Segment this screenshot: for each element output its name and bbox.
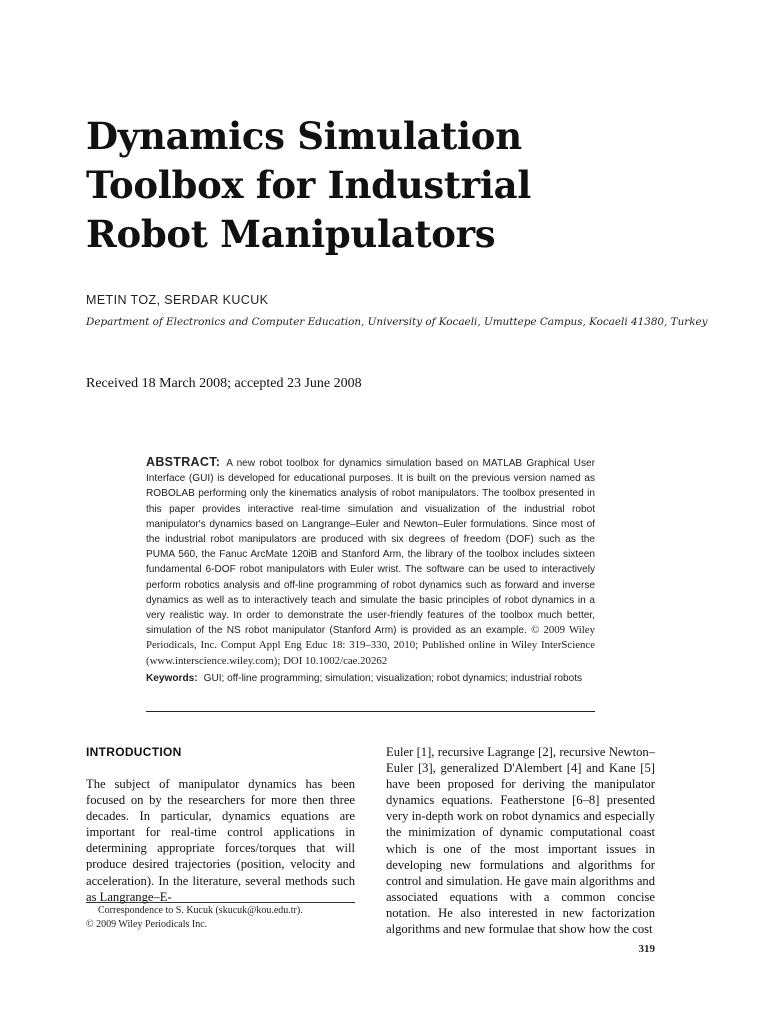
paper-title: Dynamics Simulation Toolbox for Industrial Robot Manipulators xyxy=(86,114,532,256)
introduction-right-column: Euler [1], recursive Lagrange [2], recursive Newton–Euler [3], generalized D'Alembert [4] and Kane [5] have been proposed for deriving the manipulator dynamics equations. Featherstone [6–8] presented very in-depth work on robot dynamics and especially the minimization of dynamic computational coast which is one of the most important issues in developing new formulations and algorithms for control and simulation. He gave main algorithms and associated equations with a common concise notation. He also interested in new factorization algorithms and new formulae that show how the cost xyxy=(386,745,655,937)
correspondence-footnote: Correspondence to S. Kucuk (skucuk@kou.edu.tr). xyxy=(98,905,303,916)
keywords-text: GUI; off-line programming; simulation; visualization; robot dynamics; industrial robots xyxy=(203,673,583,684)
abstract-text: A new robot toolbox for dynamics simulation based on MATLAB Graphical User Interface (GUI) is developed for educational purposes. It is built on the previous version named as ROBOLAB performing only the kinematics analysis of robot manipulators. The toolbox presented in this paper provides interactive real-time simulation and visualization of the industrial robot manipulator's dynamics based on Langrange–Euler and Newton–Euler formulations. Since most of the industrial robot manipulators are produced with six degrees of freedom (DOF) such as the PUMA 560, the Fanuc ArcMate 120iB and Stanford Arm, the library of the toolbox includes sixteen fundamental 6-DOF robot manipulators with Euler wrist. The software can be used to interactively perform robotics analysis and off-line programming of robot dynamics such as forward and inverse dynamics as well as to interactively teach and simulate the basic principles of robot dynamics in a very realistic way. In order to demonstrate the user-friendly features of the toolbox much better, simulation of the NS robot manipulator (Stanford Arm) is provided as an example. xyxy=(146,458,595,637)
copyright-footnote: © 2009 Wiley Periodicals Inc. xyxy=(86,919,208,930)
abstract-divider xyxy=(146,711,595,712)
received-dates: Received 18 March 2008; accepted 23 June 2008 xyxy=(86,376,362,391)
keywords xyxy=(146,671,595,686)
introduction-heading: INTRODUCTION xyxy=(86,745,182,759)
affiliation: Department of Electronics and Computer Education, University of Kocaeli, Umuttepe Campus, Kocaeli 41380, Turkey xyxy=(86,316,708,328)
abstract-label: ABSTRACT: xyxy=(146,455,221,469)
keywords-label: Keywords: xyxy=(146,673,198,684)
abstract-citation: © 2009 Wiley Periodicals, Inc. Comput Appl Eng Educ 18: 319–330, 2010; Published online in Wiley InterScience (www.interscience.wiley.com); DOI 10.1002/cae.20262 xyxy=(146,624,595,667)
abstract xyxy=(146,455,595,669)
footnote-divider xyxy=(86,902,355,903)
introduction-left-column: The subject of manipulator dynamics has been focused on by the researchers for more then three decades. In particular, dynamics equations are important for real-time control applications in determining appropriate forces/torques that will produce desired trajectories (position, velocity and acceleration). In the literature, several methods such as Langrange–E- xyxy=(86,777,355,904)
page-number: 319 xyxy=(638,943,655,955)
authors: METIN TOZ, SERDAR KUCUK xyxy=(86,293,269,307)
